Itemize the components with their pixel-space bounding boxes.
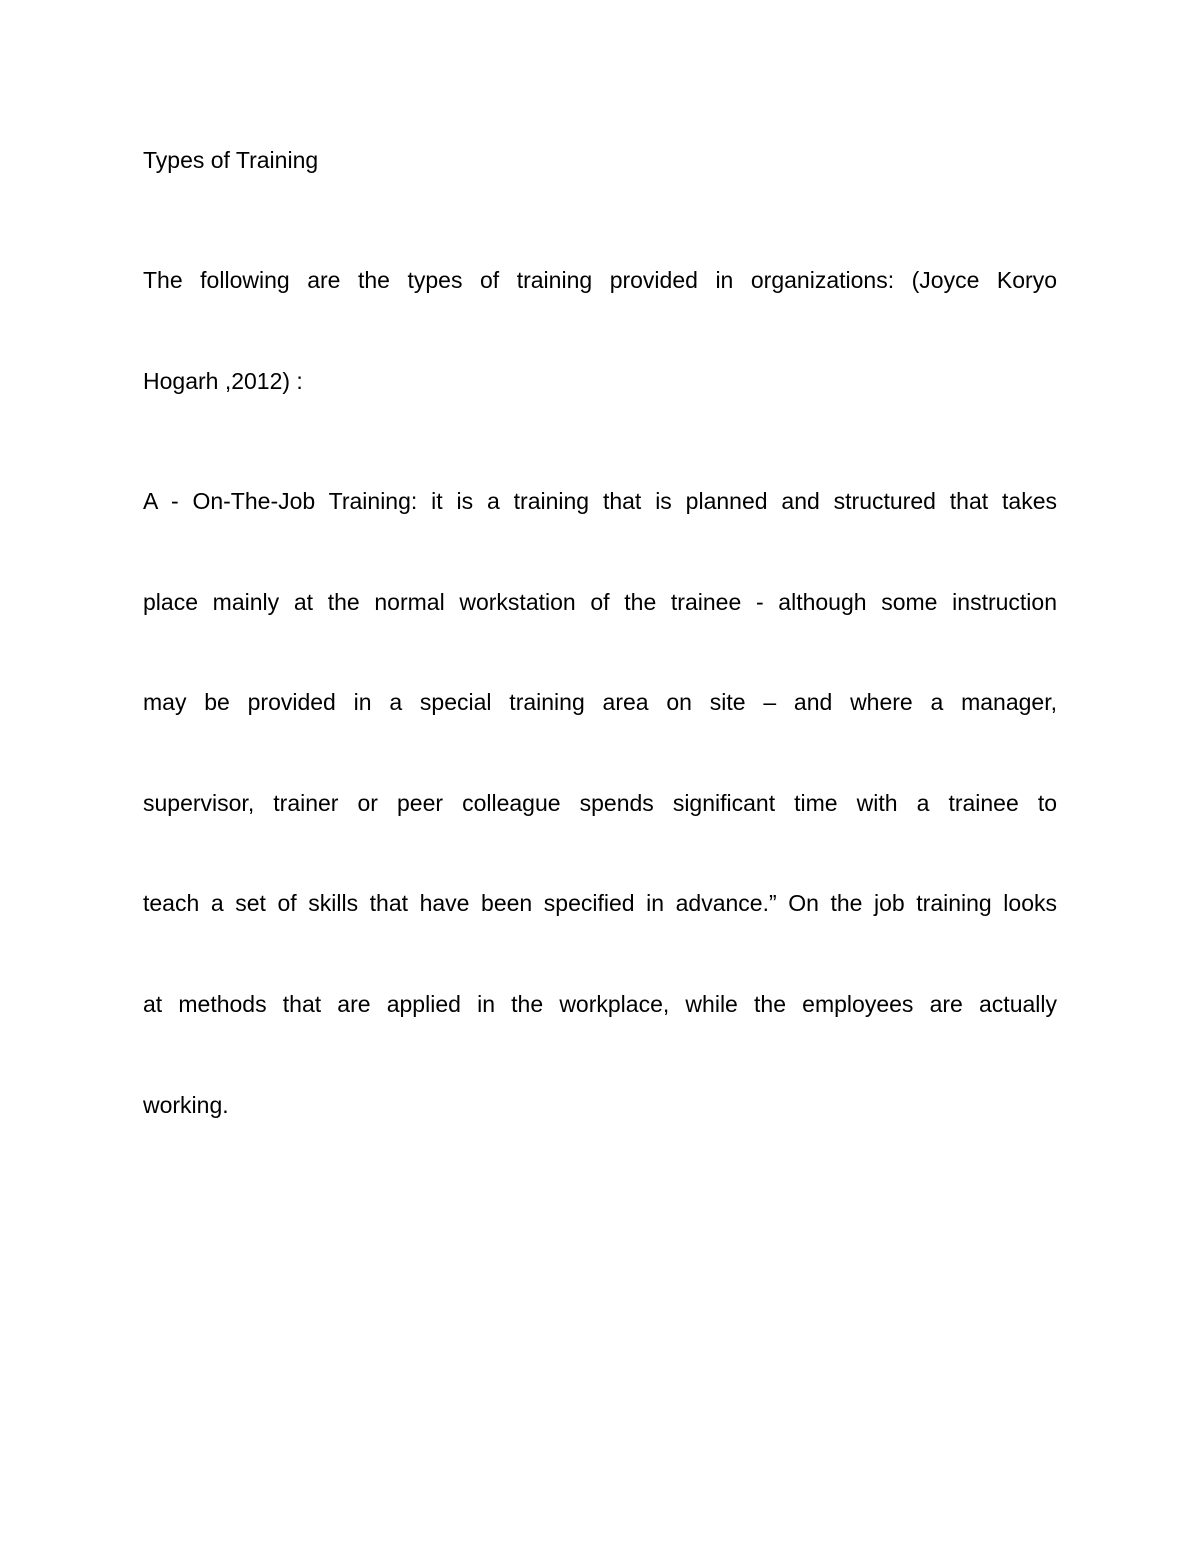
- paragraph-line: working.: [143, 1092, 229, 1118]
- paragraph-line: A - On-The-Job Training: it is a training that is planned and structured that takes: [143, 488, 1057, 514]
- paragraph-line: place mainly at the normal workstation of the trainee - although some instruction: [143, 589, 1057, 615]
- document-title: Types of Training: [143, 147, 319, 173]
- paragraph-line: may be provided in a special training area on site – and where a manager,: [143, 689, 1057, 715]
- paragraph-line: The following are the types of training provided in organizations: (Joyce Koryo: [143, 267, 1057, 293]
- paragraph-line: supervisor, trainer or peer colleague spends significant time with a trainee to: [143, 790, 1057, 816]
- paragraph-line: at methods that are applied in the workplace, while the employees are actually: [143, 991, 1057, 1017]
- paragraph-line: Hogarh ,2012) :: [143, 368, 303, 394]
- paragraph-line: teach a set of skills that have been specified in advance.” On the job training looks: [143, 890, 1057, 916]
